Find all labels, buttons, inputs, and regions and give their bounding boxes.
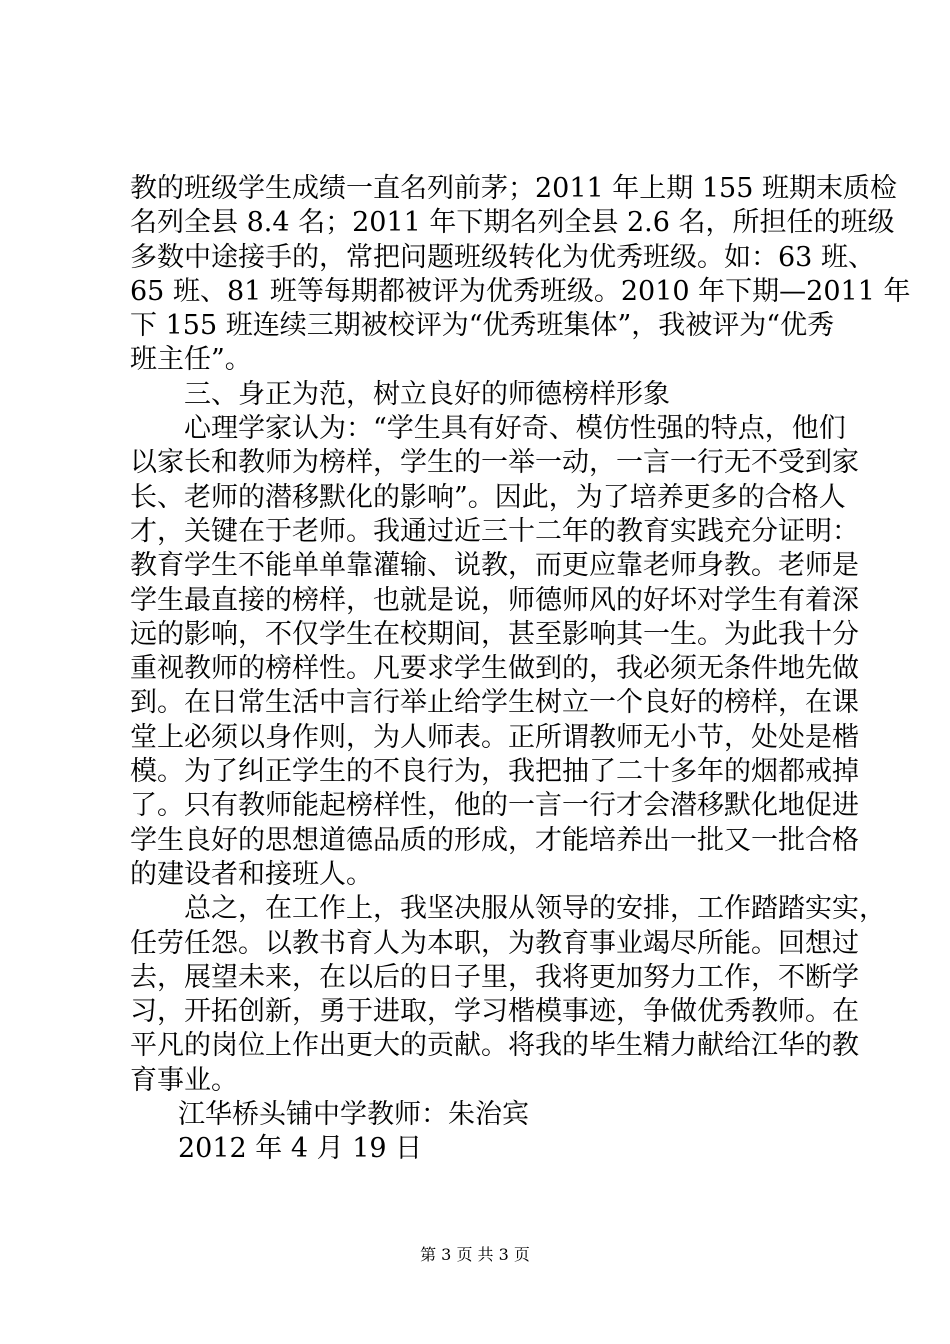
text-line: 才，关键在于老师。我通过近三十二年的教育实践充分证明：	[130, 515, 859, 547]
text-line: 多数中途接手的，常把问题班级转化为优秀班级。如：63 班、	[130, 241, 875, 273]
text-line: 班主任”。	[130, 344, 252, 376]
text-line: 了。只有教师能起榜样性，他的一言一行才会潜移默化地促进	[130, 790, 859, 822]
text-line: 下 155 班连续三期被校评为“优秀班集体”，我被评为“优秀	[130, 310, 835, 342]
text-line: 重视教师的榜样性。凡要求学生做到的，我必须无条件地先做	[130, 653, 859, 685]
text-line: 任劳任怨。以教书育人为本职，为教育事业竭尽所能。回想过	[130, 927, 859, 959]
section-heading: 三、身正为范，树立良好的师德榜样形象	[184, 378, 670, 410]
date-line: 2012 年 4 月 19 日	[178, 1133, 423, 1165]
text-line: 习，开拓创新，勇于进取，学习楷模事迹，争做优秀教师。在	[130, 996, 859, 1028]
page-number-footer: 第 3 页 共 3 页	[420, 1245, 530, 1264]
text-line: 教育学生不能单单靠灌输、说教，而更应靠老师身教。老师是	[130, 550, 859, 582]
text-line: 以家长和教师为榜样，学生的一举一动，一言一行无不受到家	[130, 447, 859, 479]
text-line: 育事业。	[130, 1064, 238, 1096]
text-line: 学生良好的思想道德品质的形成，才能培养出一批又一批合格	[130, 824, 859, 856]
signature-line: 江华桥头铺中学教师：朱治宾	[178, 1099, 529, 1131]
text-line: 心理学家认为：“学生具有好奇、模仿性强的特点，他们	[184, 413, 846, 445]
text-line: 长、老师的潜移默化的影响”。因此，为了培养更多的合格人	[130, 481, 846, 513]
paragraph-conclusion	[130, 892, 886, 1098]
text-line: 到。在日常生活中言行举止给学生树立一个良好的榜样，在课	[130, 687, 859, 719]
text-line: 去，展望未来，在以后的日子里，我将更加努力工作，不断学	[130, 961, 859, 993]
text-line: 平凡的岗位上作出更大的贡献。将我的毕生精力献给江华的教	[130, 1030, 859, 1062]
paragraph-class-results	[130, 172, 911, 378]
document-body	[130, 172, 911, 1167]
text-line: 学生最直接的榜样，也就是说，师德师风的好坏对学生有着深	[130, 584, 859, 616]
text-line: 堂上必须以身作则，为人师表。正所谓教师无小节，处处是楷	[130, 721, 859, 753]
text-line: 名列全县 8.4 名；2011 年下期名列全县 2.6 名，所担任的班级	[130, 207, 895, 239]
text-line: 模。为了纠正学生的不良行为，我把抽了二十多年的烟都戒掉	[130, 756, 859, 788]
text-line: 总之，在工作上，我坚决服从领导的安排，工作踏踏实实，	[184, 893, 886, 925]
text-line: 的建设者和接班人。	[130, 858, 373, 890]
text-line: 远的影响，不仅学生在校期间，甚至影响其一生。为此我十分	[130, 618, 859, 650]
paragraph-teacher-role-model	[130, 412, 859, 892]
text-line: 65 班、81 班等每期都被评为优秀班级。2010 年下期—2011 年	[130, 275, 911, 307]
text-line: 教的班级学生成绩一直名列前茅；2011 年上期 155 班期末质检	[130, 173, 897, 204]
